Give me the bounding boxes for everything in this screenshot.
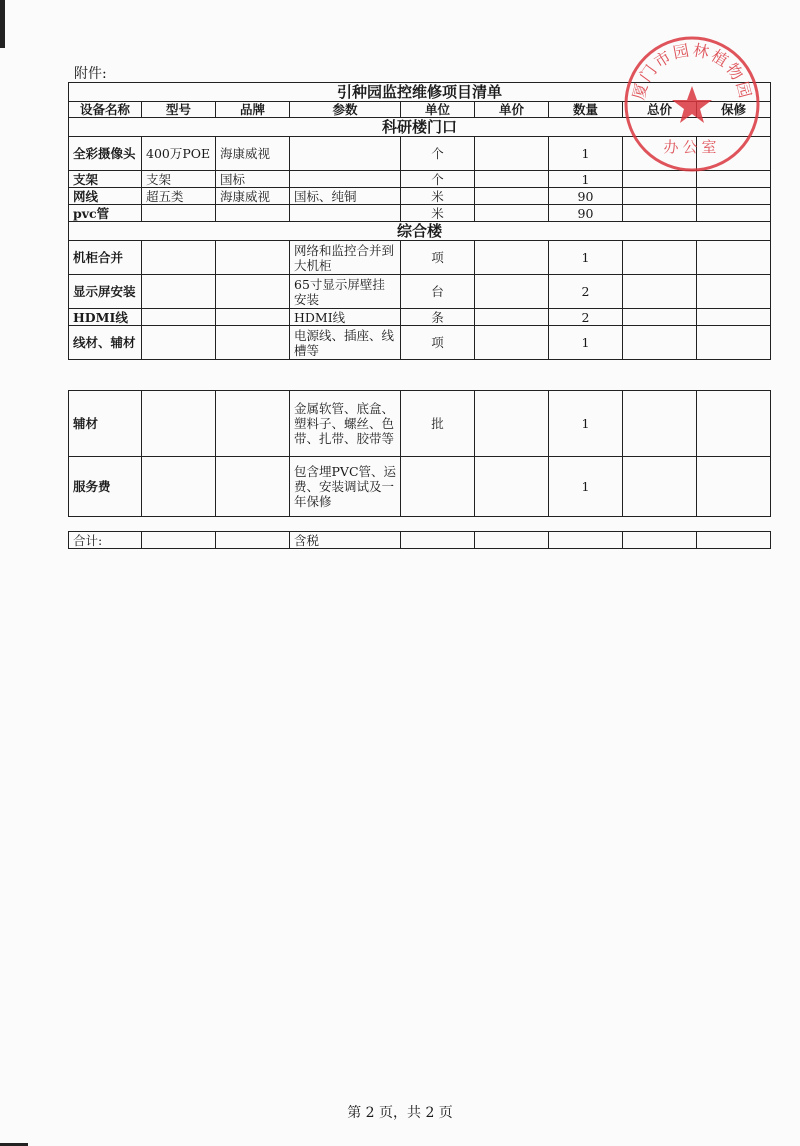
item-qty: 2 xyxy=(549,309,623,326)
item-total xyxy=(623,205,697,222)
header-cell: 单位 xyxy=(401,102,475,118)
item-brand xyxy=(216,275,290,309)
item-name: 服务费 xyxy=(69,457,142,517)
item-price xyxy=(475,275,549,309)
item-total xyxy=(623,326,697,360)
item-qty: 90 xyxy=(549,188,623,205)
item-param: 金属软管、底盒、塑料子、螺丝、色带、扎带、胶带等 xyxy=(290,391,401,457)
header-cell: 单价 xyxy=(475,102,549,118)
item-total xyxy=(623,275,697,309)
item-param: 65寸显示屏壁挂安装 xyxy=(290,275,401,309)
item-unit: 个 xyxy=(401,171,475,188)
item-qty: 1 xyxy=(549,457,623,517)
item-price xyxy=(475,241,549,275)
item-model xyxy=(142,457,216,517)
item-price xyxy=(475,457,549,517)
item-model xyxy=(142,309,216,326)
total-label: 合计: xyxy=(69,532,142,549)
item-total xyxy=(623,457,697,517)
empty-cell xyxy=(623,532,697,549)
item-name: 网线 xyxy=(69,188,142,205)
seal-org-text: 厦门市园林植物园 xyxy=(628,40,756,102)
item-param: 包含埋PVC管、运费、安装调试及一年保修 xyxy=(290,457,401,517)
empty-cell xyxy=(216,532,290,549)
item-brand xyxy=(216,326,290,360)
item-price xyxy=(475,205,549,222)
empty-cell xyxy=(549,532,623,549)
table-row xyxy=(69,188,771,205)
empty-cell xyxy=(142,532,216,549)
item-unit: 米 xyxy=(401,205,475,222)
header-cell: 数量 xyxy=(549,102,623,118)
item-param: 网络和监控合并到大机柜 xyxy=(290,241,401,275)
item-brand xyxy=(216,457,290,517)
item-warranty xyxy=(697,275,771,309)
item-warranty xyxy=(697,326,771,360)
item-qty: 1 xyxy=(549,391,623,457)
table-row xyxy=(69,457,771,517)
item-param: 电源线、插座、线槽等 xyxy=(290,326,401,360)
item-param xyxy=(290,137,401,171)
item-name: 机柜合并 xyxy=(69,241,142,275)
item-qty: 1 xyxy=(549,171,623,188)
item-brand: 海康威视 xyxy=(216,188,290,205)
page-footer: 第 2 页，共 2 页 xyxy=(347,1105,453,1121)
item-model xyxy=(142,275,216,309)
item-name: 支架 xyxy=(69,171,142,188)
item-brand: 海康威视 xyxy=(216,137,290,171)
item-price xyxy=(475,188,549,205)
header-cell: 总价 xyxy=(623,102,697,118)
item-qty: 90 xyxy=(549,205,623,222)
item-model: 超五类 xyxy=(142,188,216,205)
item-unit: 项 xyxy=(401,241,475,275)
item-qty: 1 xyxy=(549,326,623,360)
item-param: HDMI线 xyxy=(290,309,401,326)
item-unit: 个 xyxy=(401,137,475,171)
official-seal-stamp xyxy=(622,34,762,174)
header-cell: 设备名称 xyxy=(69,102,142,118)
item-model: 支架 xyxy=(142,171,216,188)
item-unit: 条 xyxy=(401,309,475,326)
item-price xyxy=(475,309,549,326)
item-total xyxy=(623,188,697,205)
table-row xyxy=(69,309,771,326)
header-cell: 保修 xyxy=(697,102,771,118)
item-qty: 1 xyxy=(549,241,623,275)
item-qty: 2 xyxy=(549,275,623,309)
item-warranty xyxy=(697,205,771,222)
section-title: 科研楼门口 xyxy=(69,118,771,137)
item-name: 显示屏安装 xyxy=(69,275,142,309)
item-warranty xyxy=(697,391,771,457)
item-unit: 米 xyxy=(401,188,475,205)
header-cell: 品牌 xyxy=(216,102,290,118)
extra-items-table xyxy=(68,390,771,517)
star-icon xyxy=(672,86,712,123)
item-param: 国标、纯铜 xyxy=(290,188,401,205)
item-param xyxy=(290,205,401,222)
item-total xyxy=(623,241,697,275)
seal-office-text: 办公室 xyxy=(663,138,721,156)
item-price xyxy=(475,326,549,360)
table-row xyxy=(69,241,771,275)
table-row xyxy=(69,205,771,222)
item-brand xyxy=(216,391,290,457)
item-warranty xyxy=(697,241,771,275)
item-unit: 项 xyxy=(401,326,475,360)
item-model xyxy=(142,241,216,275)
table-row xyxy=(69,326,771,360)
scan-edge-mark xyxy=(0,0,5,48)
item-warranty xyxy=(697,309,771,326)
empty-cell xyxy=(401,532,475,549)
item-model: 400万POE xyxy=(142,137,216,171)
table-row xyxy=(69,391,771,457)
item-model xyxy=(142,391,216,457)
item-name: 线材、辅材 xyxy=(69,326,142,360)
attachment-label: 附件: xyxy=(74,66,107,82)
item-name: 全彩摄像头 xyxy=(69,137,142,171)
item-brand xyxy=(216,205,290,222)
item-model xyxy=(142,326,216,360)
item-brand xyxy=(216,309,290,326)
table-row xyxy=(69,275,771,309)
item-brand: 国标 xyxy=(216,171,290,188)
empty-cell xyxy=(697,532,771,549)
item-warranty xyxy=(697,188,771,205)
total-param: 含税 xyxy=(290,532,401,549)
section-title: 综合楼 xyxy=(69,222,771,241)
header-cell: 型号 xyxy=(142,102,216,118)
item-unit: 台 xyxy=(401,275,475,309)
item-total xyxy=(623,391,697,457)
item-unit xyxy=(401,457,475,517)
item-model xyxy=(142,205,216,222)
total-table xyxy=(68,531,771,549)
item-name: pvc管 xyxy=(69,205,142,222)
empty-cell xyxy=(475,532,549,549)
total-row xyxy=(69,532,771,549)
item-price xyxy=(475,391,549,457)
item-warranty xyxy=(697,457,771,517)
item-name: 辅材 xyxy=(69,391,142,457)
header-cell: 参数 xyxy=(290,102,401,118)
item-param xyxy=(290,171,401,188)
item-qty: 1 xyxy=(549,137,623,171)
table-title: 引种园监控维修项目清单 xyxy=(69,83,771,102)
item-unit: 批 xyxy=(401,391,475,457)
item-total xyxy=(623,309,697,326)
item-price xyxy=(475,137,549,171)
item-brand xyxy=(216,241,290,275)
item-name: HDMI线 xyxy=(69,309,142,326)
item-price xyxy=(475,171,549,188)
